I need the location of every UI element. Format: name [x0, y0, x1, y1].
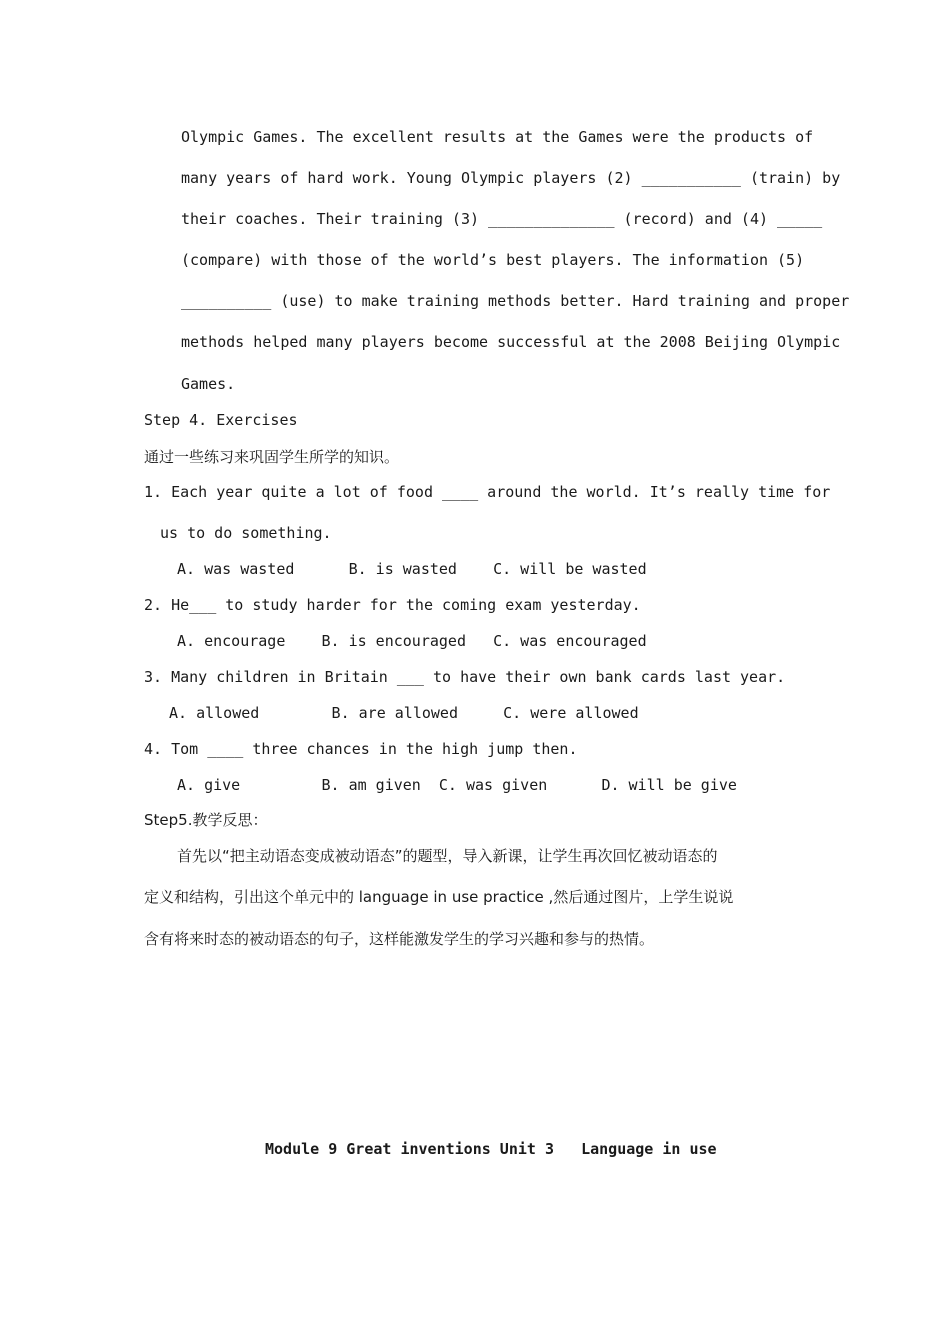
question-1-stem-cont: us to do something.	[160, 524, 332, 542]
step5-line: 含有将来时态的被动语态的句子，这样能激发学生的学习兴趣和参与的热情。	[144, 930, 655, 948]
module-title: Module 9 Great inventions Unit 3 Language in use	[265, 1140, 717, 1158]
passage-line: Games.	[181, 375, 236, 393]
question-3-options: A. allowed B. are allowed C. were allowed	[169, 704, 639, 722]
step4-title: Step 4. Exercises	[144, 411, 298, 429]
step5-line: 首先以“把主动语态变成被动语态”的题型，导入新课，让学生再次回忆被动语态的	[177, 847, 718, 865]
question-1-options: A. was wasted B. is wasted C. will be wasted	[177, 560, 647, 578]
passage-line: methods helped many players become successful at the 2008 Beijing Olympic	[181, 333, 841, 351]
question-2-options: A. encourage B. is encouraged C. was encouraged	[177, 632, 647, 650]
question-2-stem: 2. He___ to study harder for the coming exam yesterday.	[144, 596, 641, 614]
question-1-stem: 1. Each year quite a lot of food ____ around the world. It’s really time for	[144, 483, 831, 501]
step5-title: Step5.教学反思：	[144, 811, 268, 829]
passage-line: many years of hard work. Young Olympic players (2) ___________ (train) by	[181, 169, 841, 187]
passage-line: Olympic Games. The excellent results at the Games were the products of	[181, 128, 814, 146]
step5-line: 定义和结构，引出这个单元中的 language in use practice ,然后通过图片，上学生说说	[144, 888, 734, 906]
question-4-stem: 4. Tom ____ three chances in the high jump then.	[144, 740, 578, 758]
passage-line: (compare) with those of the world’s best players. The information (5)	[181, 251, 805, 269]
passage-line: __________ (use) to make training methods better. Hard training and proper	[181, 292, 850, 310]
passage-line: their coaches. Their training (3) ______________ (record) and (4) _____	[181, 210, 823, 228]
question-4-options: A. give B. am given C. was given D. will be give	[177, 776, 737, 794]
question-3-stem: 3. Many children in Britain ___ to have their own bank cards last year.	[144, 668, 786, 686]
step4-instruction: 通过一些练习来巩固学生所学的知识。	[144, 448, 400, 466]
